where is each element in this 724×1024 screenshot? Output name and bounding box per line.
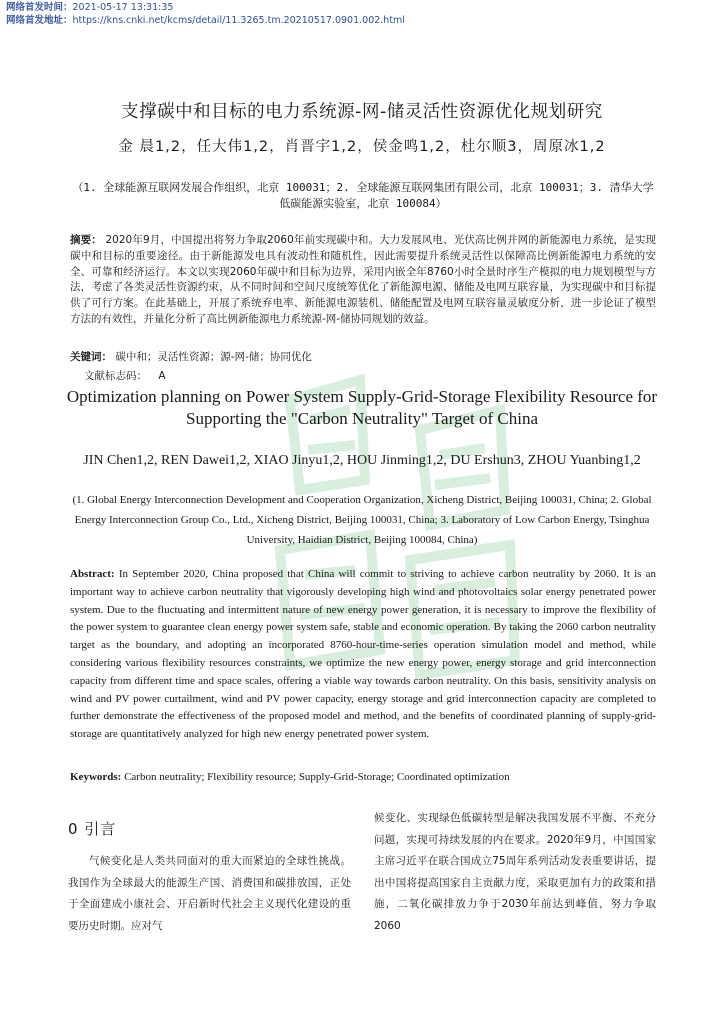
cn-abstract-label: 摘要：: [70, 234, 102, 246]
body-left-column: 气候变化是人类共同面对的重大而紧迫的全球性挑战。我国作为全球最大的能源生产国、消费国和碳排放国，正处于全面建成小康社会、开启新时代社会主义现代化建设的重要历史时期。应对气: [68, 855, 351, 932]
publish-time: [6, 2, 173, 14]
en-keywords: [70, 771, 510, 783]
en-title: Optimization planning on Power System Supply-Grid-Storage Flexibility Resource for Supporting the "Carbon Neutrality" Target of China: [66, 387, 658, 428]
en-keywords-label: Keywords:: [70, 771, 122, 783]
en-authors: JIN Chen1,2, REN Dawei1,2, XIAO Jinyu1,2, HOU Jinming1,2, DU Ershun3, ZHOU Yuanbing1,2: [83, 453, 641, 468]
doc-code-value: A: [158, 370, 166, 382]
cn-authors: 金 晨1,2，任大伟1,2，肖晋宇1,2，侯金鸣1,2，杜尔顺3，周原冰1,2: [118, 139, 606, 155]
cn-keywords-text: 碳中和；灵活性资源；源-网-储；协同优化: [115, 351, 312, 363]
publish-time-value: 2021-05-17 13:31:35: [72, 2, 174, 13]
cn-affiliation: （1. 全球能源互联网发展合作组织，北京 100031；2. 全球能源互联网集团有限公司，北京 100031；3. 清华大学低碳能源实验室，北京 100084）: [72, 181, 654, 210]
cn-keywords-label: 关键词：: [70, 351, 112, 363]
document-code: [84, 368, 166, 383]
en-abstract-text: In September 2020, China proposed that China will commit to striving to achieve carbon neutrality by 2060. It is an important way to achieve carbon neutrality that vigorously developing high wind and photovoltaics solar energy penetrated power system. Due to the fluctuating and intermittent nature of new energy power generation, it is necessary to improve the flexibility of the power system to guarantee clean energy power system safe, stable and economic operation. By taking the 2060 carbon neutrality target as the boundary, and adopting an incorporated 8760-hour-time-series operation simulation model and method, while considering various flexibility resources constraints, we optimize the new energy power, energy storage and grid interconnection capacity from different time and space scales, offering a viable way towards carbon neutrality. On this basis, sensitivity analysis on wind and PV power curtailment, wind and PV power capacity, energy storage and grid interconnection capacity are completed to further demonstrate the effectiveness of the proposed model and method, and the benefits of coordinated planning of supply-grid-storage are quantitatively analyzed for high new energy penetrated power system.: [70, 568, 657, 741]
publish-url-link[interactable]: https://kns.cnki.net/kcms/detail/11.3265.tm.20210517.0901.002.html: [72, 15, 405, 26]
cn-abstract-text: 2020年9月，中国提出将努力争取2060年前实现碳中和。大力发展风电、光伏高比例并网的新能源电力系统，是实现碳中和目标的重要途径。由于新能源发电具有波动性和随机性，因此需要提升系统灵活性以保障高比例新能源电力系统的安全、可靠和经济运行。本文以实现2060年碳中和目标为边界，采用内嵌全年8760小时全景时序生产模拟的电力规划模型与方法，考虑了各类灵活性资源约束，从不同时间和空间尺度统筹优化了新能源电源、储能及电网互联容量，为实现碳中和目标提供了可行方案。在此基础上，开展了系统弃电率、新能源电源装机、储能配置及电网互联容量灵敏度分析，进一步论证了模型方法的有效性，并量化分析了高比例新能源电力系统源-网-储协同规划的效益。: [70, 234, 657, 325]
cn-title: 支撑碳中和目标的电力系统源-网-储灵活性资源优化规划研究: [121, 102, 603, 122]
en-affiliation: (1. Global Energy Interconnection Development and Cooperation Organization, Xicheng District, Beijing 100031, China; 2. Global Energy Interconnection Group Co., Ltd., Xicheng District, Beijing 100031, China; 3. Laboratory of Low Carbon Energy, Tsinghua University, Haidian District, Beijing 100084, China): [72, 494, 652, 546]
cn-keywords: [70, 349, 312, 364]
publish-time-label: 网络首发时间：: [6, 2, 73, 13]
cn-abstract: [70, 233, 656, 328]
en-keywords-text: Carbon neutrality; Flexibility resource; Supply-Grid-Storage; Coordinated optimization: [124, 771, 510, 783]
publish-url-label: 网络首发地址：: [6, 15, 73, 26]
publish-url: [6, 15, 405, 27]
doc-code-label: 文献标志码：: [84, 370, 147, 382]
en-abstract: [70, 566, 656, 744]
body-right-column: 候变化、实现绿色低碳转型是解决我国发展不平衡、不充分问题，实现可持续发展的内在要求。2020年9月，中国国家主席习近平在联合国成立75周年系列活动发表重要讲话，提出中国将提高国家自主贡献力度，采取更加有力的政策和措施，二氧化碳排放力争于2030年前达到峰值，努力争取2060: [374, 812, 656, 932]
en-abstract-label: Abstract:: [70, 568, 115, 580]
section-heading-introduction: 0 引言: [68, 820, 117, 838]
